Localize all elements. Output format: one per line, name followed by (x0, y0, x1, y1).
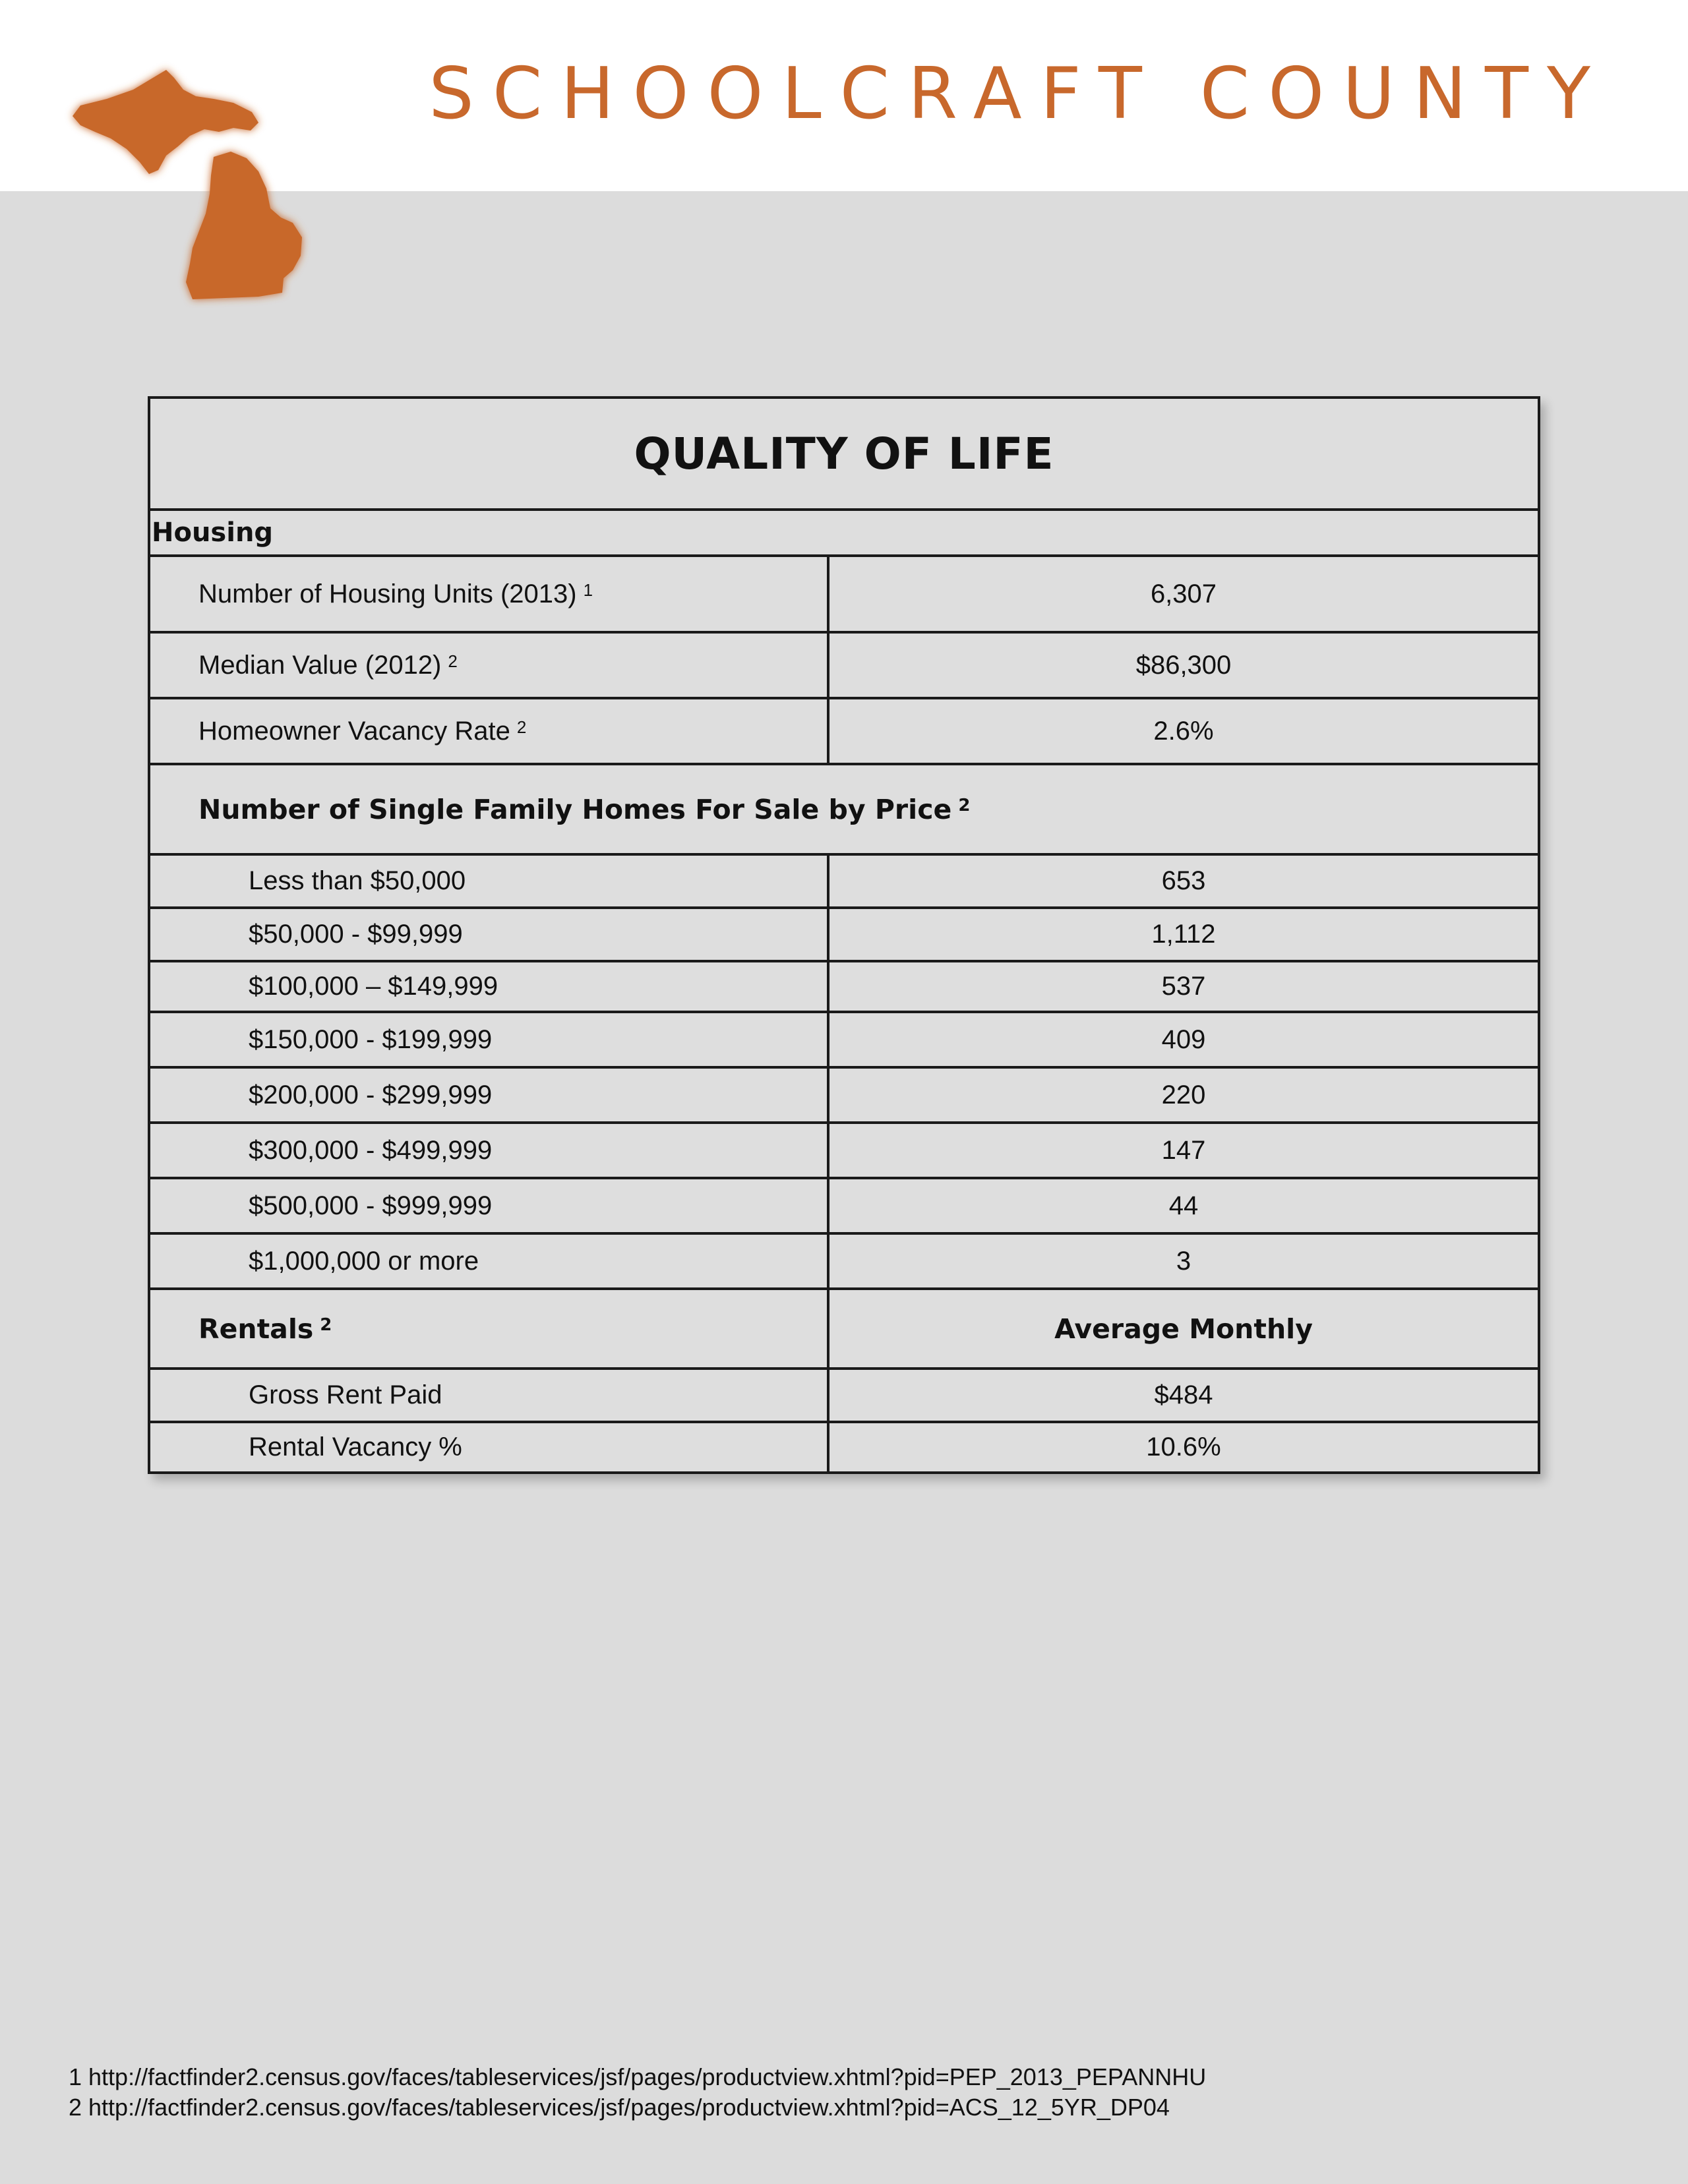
homes-for-sale-heading-text: Number of Single Family Homes For Sale by Price (198, 793, 952, 825)
table-row (150, 697, 1538, 763)
homes-for-sale-heading-row (150, 763, 1538, 853)
footnote-ref: 2 (448, 651, 458, 671)
price-range-count: 1,112 (1151, 920, 1216, 949)
table-row (150, 554, 1538, 631)
price-range-label: $200,000 - $299,999 (150, 1069, 829, 1121)
price-range-label: $50,000 - $99,999 (150, 909, 829, 960)
table-row (150, 906, 1538, 960)
row-value: 2.6% (1153, 716, 1214, 746)
table-row (150, 1367, 1538, 1421)
price-range-label: Less than $50,000 (150, 856, 829, 906)
county-title (429, 53, 1609, 135)
table-row (150, 960, 1538, 1011)
price-range-count: 537 (1161, 972, 1206, 1001)
price-range-label: $500,000 - $999,999 (150, 1179, 829, 1232)
table-title: QUALITY OF LIFE (634, 428, 1054, 479)
price-range-label: $1,000,000 or more (150, 1235, 829, 1287)
footnote-ref: 1 (583, 579, 593, 600)
county-title-word-1: SCHOOLCRAFT (429, 53, 1160, 135)
michigan-map-icon (61, 58, 324, 309)
price-range-count: 220 (1161, 1080, 1206, 1109)
table-row (150, 1011, 1538, 1066)
table-row (150, 853, 1538, 906)
homes-for-sale-heading (150, 765, 1538, 853)
footnote-ref: 2 (516, 717, 527, 737)
price-range-label: $100,000 – $149,999 (150, 962, 829, 1011)
row-label (150, 699, 829, 763)
footnote-ref: 2 (320, 1314, 332, 1335)
row-label (150, 634, 829, 697)
price-range-count: 44 (1168, 1191, 1199, 1220)
price-range-count: 3 (1176, 1246, 1191, 1276)
rental-label: Rental Vacancy % (150, 1423, 829, 1471)
table-row (150, 1121, 1538, 1177)
row-label-text: Number of Housing Units (2013) (198, 579, 577, 608)
footnote-ref: 2 (958, 795, 971, 815)
section-housing-row (150, 508, 1538, 554)
price-range-label: $300,000 - $499,999 (150, 1124, 829, 1177)
table-row (150, 1177, 1538, 1232)
quality-of-life-table (148, 396, 1540, 1474)
table-row (150, 1232, 1538, 1287)
footnotes (69, 2062, 1206, 2123)
rentals-value-heading: Average Monthly (1054, 1313, 1313, 1345)
table-row (150, 1421, 1538, 1471)
table-row (150, 1066, 1538, 1121)
rental-value: $484 (1154, 1380, 1213, 1409)
row-label-text: Homeowner Vacancy Rate (198, 716, 510, 746)
footnote-2: 2 http://factfinder2.census.gov/faces/tableservices/jsf/pages/productview.xhtml?pid=ACS_12_5YR_DP04 (69, 2094, 1170, 2121)
price-range-count: 147 (1161, 1135, 1206, 1165)
section-housing-label: Housing (152, 517, 274, 548)
rental-value: 10.6% (1146, 1432, 1221, 1461)
row-label-text: Median Value (2012) (198, 650, 442, 680)
price-range-count: 653 (1161, 866, 1206, 895)
price-range-label: $150,000 - $199,999 (150, 1013, 829, 1066)
row-label (150, 557, 829, 631)
table-row (150, 631, 1538, 697)
rentals-heading (150, 1290, 829, 1367)
row-value: 6,307 (1150, 579, 1217, 608)
footnote-1: 1 http://factfinder2.census.gov/faces/tableservices/jsf/pages/productview.xhtml?pid=PEP_2013_PEPANNHU (69, 2063, 1207, 2090)
county-title-word-2: COUNTY (1199, 53, 1609, 135)
rental-label: Gross Rent Paid (150, 1370, 829, 1421)
row-value: $86,300 (1135, 650, 1232, 680)
rentals-heading-text: Rentals (198, 1313, 314, 1345)
price-range-count: 409 (1161, 1024, 1206, 1054)
table-title-row (150, 399, 1538, 508)
rentals-heading-row (150, 1287, 1538, 1367)
